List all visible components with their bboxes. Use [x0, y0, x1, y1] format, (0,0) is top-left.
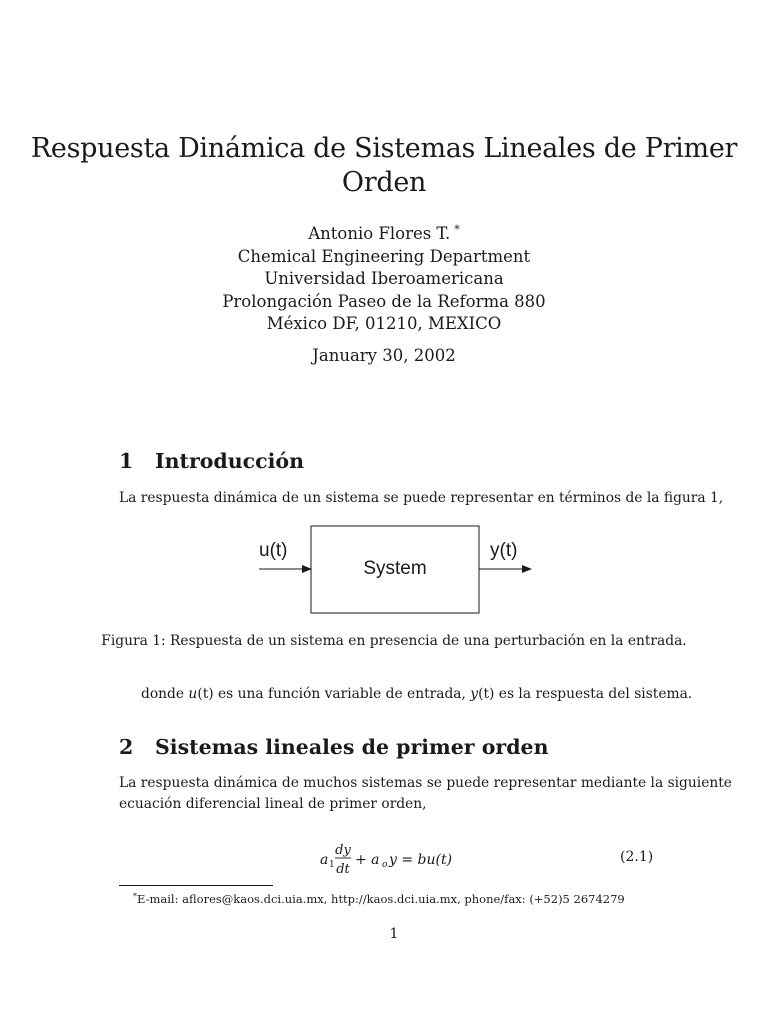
section-2-intro-line-1: La respuesta dinámica de muchos sistemas se puede representar mediante la siguiente: [119, 775, 732, 791]
section-2-intro-line-2: ecuación diferencial lineal de primer orden,: [119, 796, 427, 812]
section-1-intro: [119, 488, 724, 509]
paper-title: [0, 132, 768, 200]
author-university: Universidad Iberoamericana: [264, 269, 504, 288]
author-city: México DF, 01210, MEXICO: [266, 314, 502, 333]
eq-ao-subscript: o: [382, 860, 388, 870]
author-department: Chemical Engineering Department: [237, 246, 531, 266]
author-name: Antonio Flores T.: [308, 224, 451, 243]
block-diagram-svg: [255, 518, 545, 620]
section-2-number: 2: [119, 735, 134, 759]
author-street: Prolongación Paseo de la Reforma 880: [222, 291, 546, 311]
paper-date: January 30, 2002: [312, 346, 456, 365]
eq-denominator: dt: [336, 862, 350, 877]
section-2-title: Sistemas lineales de primer orden: [155, 735, 549, 759]
footnote-text: E-mail: aflores@kaos.dci.uia.mx, http://kaos.dci.uia.mx, phone/fax: (+52)5 2674279: [137, 892, 625, 906]
eq-a1: a: [320, 852, 329, 868]
donde-line: [141, 684, 693, 705]
page-number: 1: [389, 926, 399, 942]
donde-paragraph: [141, 684, 693, 705]
footnote-rule: [119, 885, 273, 886]
section-2-intro: [119, 773, 732, 815]
footnote: [133, 889, 625, 907]
equation-number: (2.1): [620, 849, 654, 865]
section-1-heading: [119, 448, 304, 474]
u-variable: u: [188, 686, 198, 702]
equation-2-1: [318, 838, 458, 878]
eq-plus-ao: + a: [355, 852, 380, 868]
equation-svg: [318, 838, 458, 878]
donde-text-1: donde: [141, 686, 189, 702]
figure-1-diagram: [255, 518, 545, 620]
author-block: [0, 219, 768, 336]
figure-1-caption: Figura 1: Respuesta de un sistema en presencia de una perturbación en la entrada.: [101, 633, 687, 649]
author-name-line: [0, 219, 768, 246]
section-2-heading: [119, 734, 548, 760]
title-line-1: Respuesta Dinámica de Sistemas Lineales de Primer: [30, 133, 738, 164]
donde-text-2: es una función variable de entrada,: [213, 686, 471, 702]
eq-numerator: dy: [335, 843, 351, 858]
u-argument: (t): [197, 686, 214, 702]
section-1-intro-line: La respuesta dinámica de un sistema se puede representar en términos de la figura 1,: [119, 490, 724, 506]
system-label: System: [363, 558, 427, 579]
author-footnote-mark: *: [454, 223, 460, 236]
y-argument: (t): [478, 686, 495, 702]
donde-text-3: es la respuesta del sistema.: [494, 686, 693, 702]
input-label: u(t): [259, 540, 288, 561]
section-1-title: Introducción: [155, 449, 305, 473]
y-variable: y: [470, 686, 479, 702]
eq-a1-subscript: 1: [329, 860, 335, 870]
section-1-number: 1: [119, 449, 134, 473]
footnote-mark: *: [133, 892, 137, 901]
title-line-2: Orden: [341, 167, 427, 198]
output-label: y(t): [490, 540, 518, 561]
eq-rhs: y = bu(t): [389, 852, 453, 868]
